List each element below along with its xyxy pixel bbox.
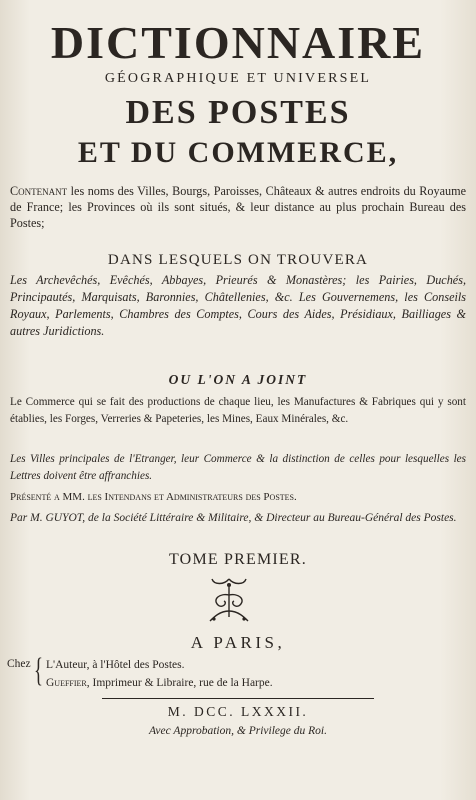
printer-name: Gueffier — [46, 677, 87, 689]
author-paragraph: Par M. GUYOT, de la Société Littéraire & Militaire, & Directeur au Bureau-Général des Postes. — [10, 512, 457, 524]
city-line: A PARIS, — [190, 633, 286, 652]
title-line-4: ET DU COMMERCE, — [77, 136, 399, 169]
title-line-2: GÉOGRAPHIQUE ET UNIVERSEL — [104, 71, 372, 86]
trouvera-paragraph: Les Archevêchés, Evêchés, Abbayes, Prieurés & Monastères; les Pairies, Duchés, Principautés, Marquisats, Baronnies, Châtellenies, &c. Les Gouvernemens, les Conseils Royaux, Parlements, Chambres des Comptes, Cours des Aides, Présidiaux, Bailliages & autres Juridictions. — [10, 273, 466, 338]
brace-icon: { — [34, 652, 43, 689]
dans-heading: DANS LESQUELS ON TROUVERA — [107, 252, 369, 268]
presente-line: Présenté a MM. les Intendans et Administrateurs des Postes. — [10, 491, 297, 503]
address-line-2 — [46, 677, 273, 689]
tome-label: TOME PREMIER. — [169, 551, 307, 568]
title-line-1: DICTIONNAIRE — [50, 17, 426, 68]
villes-paragraph: Les Villes principales de l'Etranger, leur Commerce & la distinction de celles pour lesquelles les Lettres doivent être affranchies. — [10, 453, 466, 482]
date-line: M. DCC. LXXXII. — [167, 704, 309, 719]
contenant-text: les noms des Villes, Bourgs, Paroisses, Châteaux & autres endroits du Royaume de France; les Provinces où ils sont situés, & leur distance au plus prochain Bureau des Postes; — [10, 184, 466, 230]
printer-rest: , Imprimeur & Libraire, rue de la Harpe. — [86, 677, 273, 689]
contenant-paragraph — [10, 183, 466, 231]
chez-label: Chez — [7, 658, 31, 670]
title-line-3: DES POSTES — [125, 94, 351, 131]
address-line-1: L'Auteur, à l'Hôtel des Postes. — [46, 659, 185, 671]
approbation-line: Avec Approbation, & Privilege du Roi. — [149, 725, 327, 737]
commerce-paragraph: Le Commerce qui se fait des productions de chaque lieu, les Manufactures & Fabriques qui y sont établies, les Forges, Verreries & Papeteries, les Mines, Eaux Minérales, &c. — [10, 396, 466, 425]
contenant-lead: Contenant — [10, 184, 68, 198]
joint-heading: OU L'ON A JOINT — [168, 372, 308, 387]
ornament-icon — [184, 573, 274, 627]
divider — [102, 698, 374, 699]
